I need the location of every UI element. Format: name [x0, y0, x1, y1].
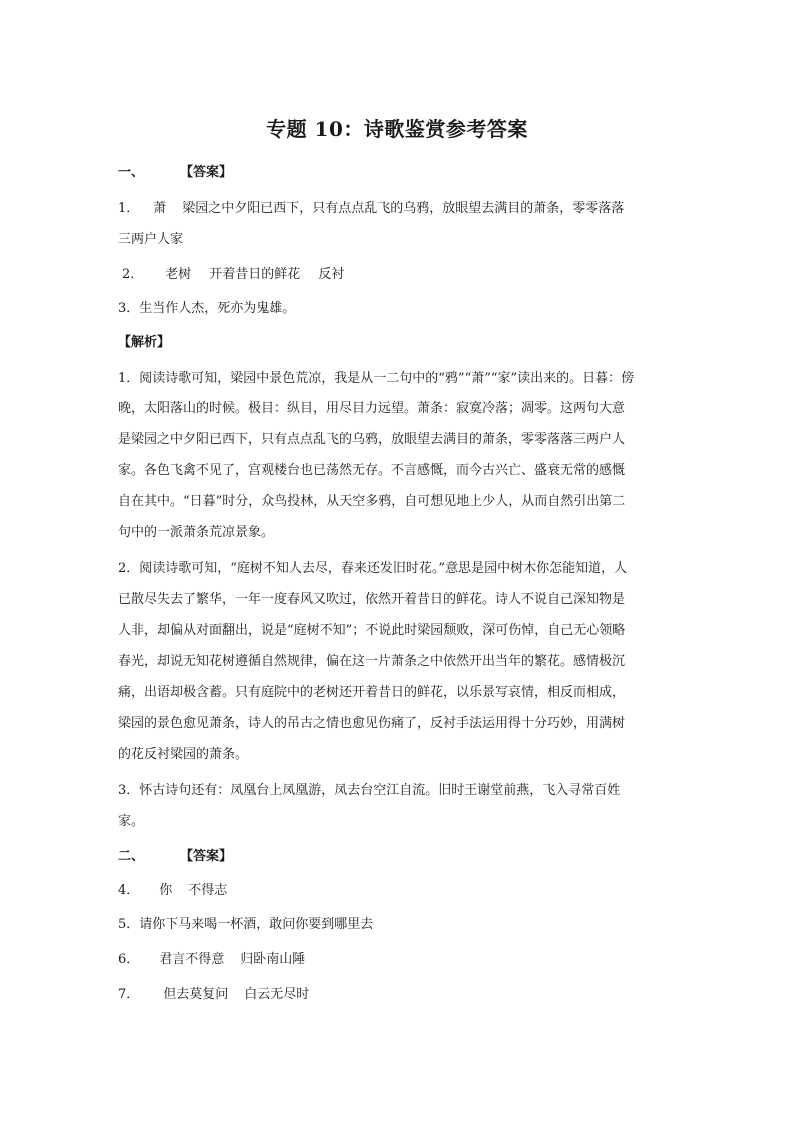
analysis-line: 痛，出语却极含蓄。只有庭院中的老树还开着昔日的鲜花，以乐景写哀情，相反而相成， — [118, 685, 626, 700]
analysis-line: 晚，太阳落山的时候。极目：纵目，用尽目力远望。萧条：寂寞冷落；凋零。这两句大意 — [118, 401, 626, 416]
section-number: 一、 — [118, 165, 145, 180]
analysis-line: 自在其中。“日暮”时分，众鸟投林，从天空多鸦，自可想见地上少人，从而自然引出第二 — [118, 494, 626, 509]
answer-part: 但去莫复问 — [163, 987, 229, 1002]
answer-part: 梁园之中夕阳已西下，只有点点乱飞的乌鸦，放眼望去满目的萧条，零零落落 — [182, 201, 625, 216]
answer-number: 7． — [118, 987, 140, 1002]
answer-2 — [122, 266, 344, 284]
analysis-line: 句中的一派萧条荒凉景象。 — [118, 525, 275, 540]
answer-part: 开着昔日的鲜花 — [209, 267, 301, 282]
section-1-heading — [118, 164, 232, 182]
answer-7 — [118, 986, 309, 1004]
analysis-line: 已散尽失去了繁华，一年一度春风又吹过，依然开着昔日的鲜花。诗人不说自己深知物是 — [118, 592, 626, 607]
answer-part: 不得志 — [188, 883, 228, 898]
answer-part: 君言不得意 — [159, 952, 225, 967]
analysis-line: 3．怀古诗句还有：凤凰台上凤凰游，凤去台空江自流。旧时王谢堂前燕，飞入寻常百姓 — [118, 783, 621, 798]
section-2-heading — [118, 848, 232, 866]
analysis-line: 1．阅读诗歌可知，梁园中景色荒凉，我是从一二句中的“鸦”“萧”“家”读出来的。日暮：傍 — [118, 371, 635, 386]
answer-number: 6． — [118, 952, 140, 967]
analysis-line: 梁园的景色愈见萧条，诗人的吊古之情也愈见伤痛了，反衬手法运用得十分巧妙，用满树 — [118, 716, 626, 731]
answer-6 — [118, 951, 305, 969]
answer-part: 反衬 — [318, 267, 345, 282]
analysis-line: 家。各色飞禽不见了，宫观楼台也已荡然无存。不言感慨，而今古兴亡、盛衰无常的感慨 — [118, 463, 626, 478]
answer-label: 【答案】 — [180, 849, 233, 864]
analysis-line: 的花反衬梁园的萧条。 — [118, 747, 249, 762]
answer-1 — [118, 200, 624, 218]
analysis-line: 2．阅读诗歌可知，“庭树不知人去尽，春来还发旧时花。”意思是园中树木你怎能知道，人 — [118, 561, 628, 576]
answer-label: 【答案】 — [180, 165, 233, 180]
answer-part: 请你下马来喝一杯酒，敢问你要到哪里去 — [139, 917, 374, 932]
analysis-line: 是梁园之中夕阳已西下，只有点点乱飞的乌鸦，放眼望去满目的萧条，零零落落三两户人 — [118, 432, 626, 447]
answer-part: 白云无尽时 — [244, 987, 310, 1002]
answer-part: 老树 — [165, 267, 192, 282]
analysis-line: 人非，却偏从对面翻出，说是“庭树不知”；不说此时梁园颓败，深可伤悼，自己无心领略 — [118, 623, 626, 638]
page-title: 专题 10：诗歌鉴赏参考答案 — [266, 117, 528, 141]
answer-part: 你 — [159, 883, 173, 898]
answer-number: 4． — [118, 883, 140, 898]
answer-part: 生当作人杰，死亦为鬼雄。 — [139, 301, 296, 316]
answer-4 — [118, 882, 227, 900]
answer-number: 2． — [122, 267, 144, 282]
answer-part: 归卧南山陲 — [240, 952, 306, 967]
analysis-label: 【解析】 — [118, 335, 171, 350]
answer-number: 3． — [118, 301, 140, 316]
analysis-line: 家。 — [118, 814, 145, 829]
analysis-line: 春光，却说无知花树遵循自然规律，偏在这一片萧条之中依然开出当年的繁花。感情极沉 — [118, 654, 626, 669]
section-number: 二、 — [118, 849, 145, 864]
answer-part: 萧 — [153, 201, 167, 216]
answer-number: 1． — [118, 201, 140, 216]
answer-5 — [118, 916, 373, 934]
answer-number: 5． — [118, 917, 140, 932]
answer-1-continued: 三两户人家 — [118, 232, 184, 247]
answer-3 — [118, 300, 295, 318]
